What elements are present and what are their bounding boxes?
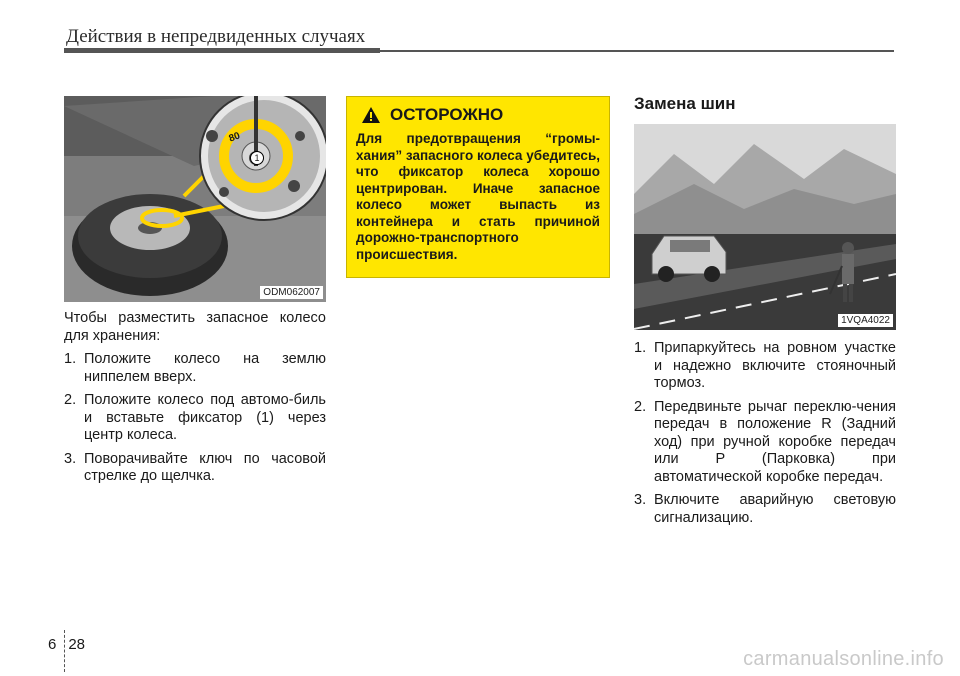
step-text: Положите колесо под автомо-биль и вставьте фиксатор (1) через центр колеса.: [84, 392, 326, 443]
tire-speed-badge: 80: [227, 130, 242, 145]
list-item: [64, 351, 326, 386]
roadside-figure: [634, 124, 896, 330]
step-number: 2.: [634, 398, 647, 415]
figure-code: 1VQA4022: [838, 314, 893, 327]
right-steps-list: [634, 340, 896, 527]
step-number: 1.: [64, 351, 77, 367]
warning-title: ОСТОРОЖНО: [390, 105, 504, 124]
step-number: 2.: [64, 392, 77, 408]
step-text: Включите аварийную световую сигнализацию.: [654, 492, 896, 526]
list-item: [634, 399, 896, 487]
roadside-illustration: [634, 124, 896, 330]
step-text: Передвиньте рычаг переклю-чения передач в положение R (Задний ход) при ручной коробке передач или P (Парковка) при автоматической коробке передач.: [654, 398, 896, 485]
step-text: Поворачивайте ключ по часовой стрелке до щелчка.: [84, 450, 326, 484]
warning-box: [346, 96, 610, 278]
header-rule-thin: [380, 50, 894, 52]
left-steps-list: [64, 351, 326, 486]
warning-triangle-icon: [362, 107, 380, 123]
step-number: 1.: [634, 340, 647, 356]
header-rule: [64, 48, 380, 53]
step-number: 3.: [64, 450, 77, 467]
list-item: [64, 451, 326, 486]
intro-paragraph: Чтобы разместить запасное колесо для хранения:: [64, 310, 326, 344]
section-title: Замена шин: [634, 94, 736, 113]
callout-number-1: 1: [250, 151, 264, 165]
spare-tire-illustration: [64, 96, 326, 302]
watermark: carmanualsonline.info: [743, 648, 944, 670]
left-text-column: [64, 310, 326, 492]
step-text: Положите колесо на землю ниппелем вверх.: [84, 351, 326, 385]
list-item: [634, 492, 896, 527]
page-number-value: 28: [68, 636, 86, 653]
warning-text: Для предотвращения “громы-хания” запасного колеса убедитесь, что фиксатор колеса хорошо центрирован. Иначе запасное колесо может выпасть из контейнера и стать причиной дорожно-транспортного происшествия.: [356, 131, 600, 262]
chapter-number: 6: [48, 636, 57, 653]
figure-code: ODM062007: [260, 286, 323, 299]
warning-header: [362, 105, 600, 125]
page-header-title: Действия в непредвиденных случаях: [66, 26, 366, 47]
list-item: [634, 340, 896, 393]
spare-tire-figure: [64, 96, 326, 302]
page-number: [48, 636, 85, 653]
list-item: [64, 392, 326, 445]
step-number: 3.: [634, 492, 647, 508]
step-text: Припаркуйтесь на ровном участке и надежно включите стояночный тормоз.: [654, 340, 896, 391]
right-text-column: [634, 340, 896, 533]
